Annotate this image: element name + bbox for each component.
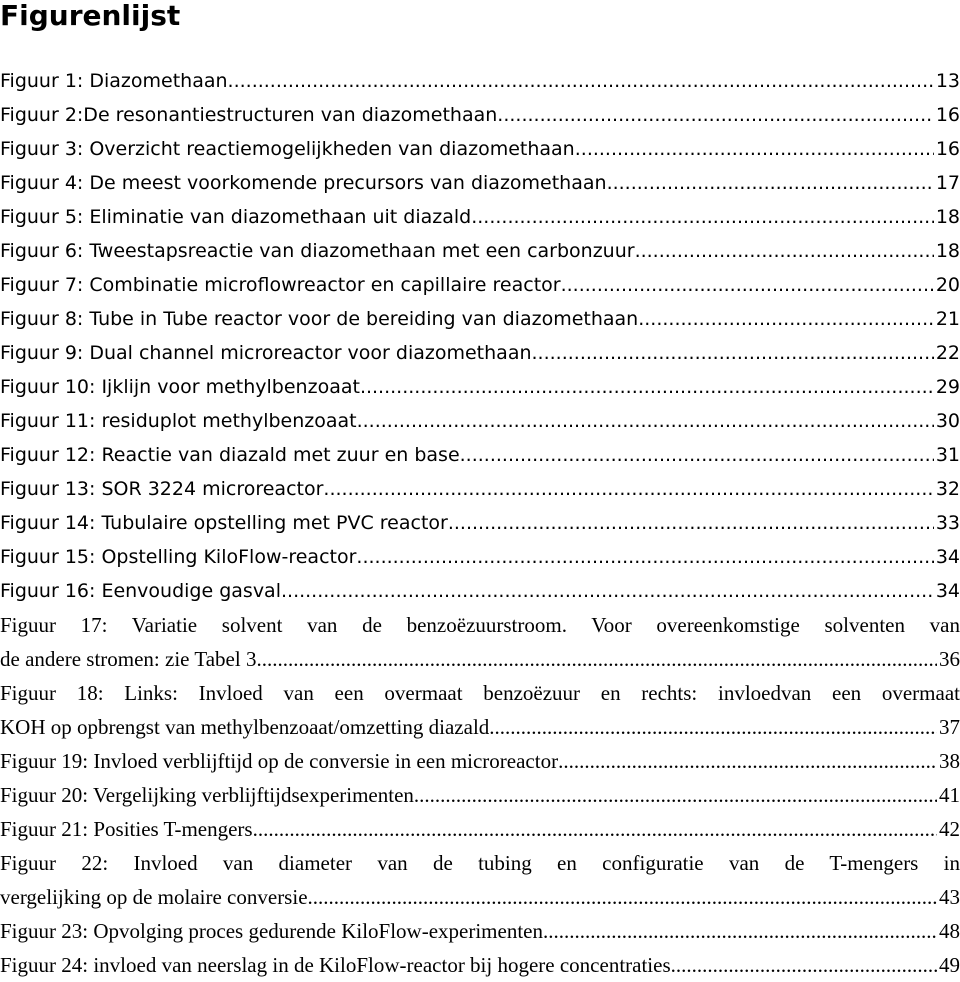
dot-leader xyxy=(448,506,934,540)
toc-entry-page: 37 xyxy=(939,715,960,739)
dot-leader xyxy=(575,132,934,166)
dot-leader xyxy=(357,404,934,438)
toc-entry[interactable] xyxy=(0,846,960,914)
toc-entry-title: Figuur 10: Ijklijn voor methylbenzoaat xyxy=(0,376,360,398)
toc-entry-title: Figuur 19: Invloed verblijftijd op de conversie in een microreactor xyxy=(0,749,559,773)
toc-entry[interactable] xyxy=(0,132,960,166)
toc-entry-title: Figuur 12: Reactie van diazald met zuur en base xyxy=(0,444,460,466)
toc-entry-title: Figuur 15: Opstelling KiloFlow-reactor xyxy=(0,546,357,568)
toc-entry-title: Figuur 3: Overzicht reactiemogelijkheden van diazomethaan xyxy=(0,138,575,160)
toc-entry[interactable] xyxy=(0,404,960,438)
toc-entry-page: 48 xyxy=(939,919,960,943)
toc-entry-page: 34 xyxy=(935,580,960,602)
dot-leader xyxy=(489,710,937,744)
toc-entry-title: Figuur 13: SOR 3224 microreactor xyxy=(0,478,324,500)
dot-leader xyxy=(323,472,933,506)
toc-entry[interactable] xyxy=(0,676,960,744)
toc-entry-page: 32 xyxy=(935,478,960,500)
toc-entry-page: 36 xyxy=(939,647,960,671)
toc-entry-page: 49 xyxy=(939,953,960,977)
dot-leader xyxy=(671,948,937,982)
dot-leader xyxy=(414,778,937,812)
dot-leader xyxy=(356,540,933,574)
toc-entry-title: Figuur 21: Posities T-mengers xyxy=(0,817,253,841)
toc-entry-page: 33 xyxy=(935,512,960,534)
toc-entry-title: Figuur 8: Tube in Tube reactor voor de bereiding van diazomethaan xyxy=(0,308,639,330)
toc-entry[interactable] xyxy=(0,472,960,506)
toc-entry-title-line2: de andere stromen: zie Tabel 3 xyxy=(0,647,257,671)
toc-entry[interactable] xyxy=(0,540,960,574)
toc-entry[interactable] xyxy=(0,608,960,676)
toc-entry-title: Figuur 24: invloed van neerslag in de KiloFlow-reactor bij hogere concentraties xyxy=(0,953,671,977)
toc-entry-page: 22 xyxy=(935,342,960,364)
toc-entry[interactable] xyxy=(0,370,960,404)
toc-entry-title: Figuur 16: Eenvoudige gasval xyxy=(0,580,281,602)
toc-entry-title: Figuur 2:De resonantiestructuren van diazomethaan xyxy=(0,104,498,126)
toc-entry-page: 29 xyxy=(935,376,960,398)
toc-entry[interactable] xyxy=(0,302,960,336)
toc-entry-page: 20 xyxy=(935,274,960,296)
dot-leader xyxy=(460,438,934,472)
toc-entry-page: 18 xyxy=(935,240,960,262)
toc-entry-page: 43 xyxy=(939,885,960,909)
dot-leader xyxy=(532,336,934,370)
toc-entry-page: 13 xyxy=(935,70,960,92)
toc-entry-title: Figuur 23: Opvolging proces gedurende KiloFlow-experimenten xyxy=(0,919,543,943)
toc-entry-page: 41 xyxy=(939,783,960,807)
dot-leader xyxy=(308,880,937,914)
toc-entry-page: 31 xyxy=(935,444,960,466)
toc-entry-title: Figuur 14: Tubulaire opstelling met PVC reactor xyxy=(0,512,448,534)
toc-entry-page: 16 xyxy=(935,138,960,160)
toc-entry-title-line1: Figuur 18: Links: Invloed van een overmaat benzoëzuur en rechts: invloedvan een overmaat xyxy=(0,681,960,705)
toc-entry[interactable] xyxy=(0,336,960,370)
toc-entry-title: Figuur 5: Eliminatie van diazomethaan uit diazald xyxy=(0,206,472,228)
toc-entry[interactable] xyxy=(0,506,960,540)
toc-entry-title-line2: KOH op opbrengst van methylbenzoaat/omzetting diazald xyxy=(0,715,490,739)
toc-entry-title-line1: Figuur 17: Variatie solvent van de benzoëzuurstroom. Voor overeenkomstige solventen van xyxy=(0,613,960,637)
toc-entry[interactable] xyxy=(0,268,960,302)
toc-entry[interactable] xyxy=(0,948,960,982)
dot-leader xyxy=(607,166,934,200)
toc-entry-title: Figuur 20: Vergelijking verblijftijdsexperimenten xyxy=(0,783,414,807)
dot-leader xyxy=(635,234,934,268)
toc-entry[interactable] xyxy=(0,64,960,98)
dot-leader xyxy=(638,302,934,336)
toc-entry-page: 21 xyxy=(935,308,960,330)
toc-entry[interactable] xyxy=(0,166,960,200)
toc-entry[interactable] xyxy=(0,812,960,846)
toc-entry[interactable] xyxy=(0,200,960,234)
toc-entry-page: 18 xyxy=(935,206,960,228)
figure-list xyxy=(0,64,960,982)
toc-entry-title: Figuur 11: residuplot methylbenzoaat xyxy=(0,410,357,432)
toc-entry[interactable] xyxy=(0,744,960,778)
toc-entry-title: Figuur 7: Combinatie microflowreactor en capillaire reactor xyxy=(0,274,561,296)
toc-entry-page: 42 xyxy=(939,817,960,841)
dot-leader xyxy=(558,744,937,778)
dot-leader xyxy=(561,268,934,302)
toc-entry-page: 16 xyxy=(935,104,960,126)
toc-entry[interactable] xyxy=(0,778,960,812)
dot-leader xyxy=(497,98,934,132)
toc-entry[interactable] xyxy=(0,438,960,472)
toc-entry-title-line1: Figuur 22: Invloed van diameter van de tubing en configuratie van de T-mengers in xyxy=(0,851,960,875)
toc-entry[interactable] xyxy=(0,914,960,948)
toc-entry-page: 17 xyxy=(935,172,960,194)
toc-entry[interactable] xyxy=(0,98,960,132)
dot-leader xyxy=(360,370,934,404)
dot-leader xyxy=(253,812,937,846)
toc-entry-title: Figuur 1: Diazomethaan xyxy=(0,70,228,92)
toc-entry-title: Figuur 9: Dual channel microreactor voor diazomethaan xyxy=(0,342,532,364)
toc-entry-page: 38 xyxy=(939,749,960,773)
toc-entry-title-line2: vergelijking op de molaire conversie xyxy=(0,885,308,909)
dot-leader xyxy=(471,200,934,234)
dot-leader xyxy=(543,914,937,948)
toc-entry-title: Figuur 4: De meest voorkomende precursors van diazomethaan xyxy=(0,172,607,194)
dot-leader xyxy=(228,64,934,98)
dot-leader xyxy=(256,642,937,676)
toc-entry[interactable] xyxy=(0,574,960,608)
toc-entry-page: 30 xyxy=(935,410,960,432)
toc-entry-title: Figuur 6: Tweestapsreactie van diazomethaan met een carbonzuur xyxy=(0,240,635,262)
page-title: Figurenlijst xyxy=(0,0,181,32)
toc-entry-page: 34 xyxy=(935,546,960,568)
toc-entry[interactable] xyxy=(0,234,960,268)
dot-leader xyxy=(281,574,934,608)
